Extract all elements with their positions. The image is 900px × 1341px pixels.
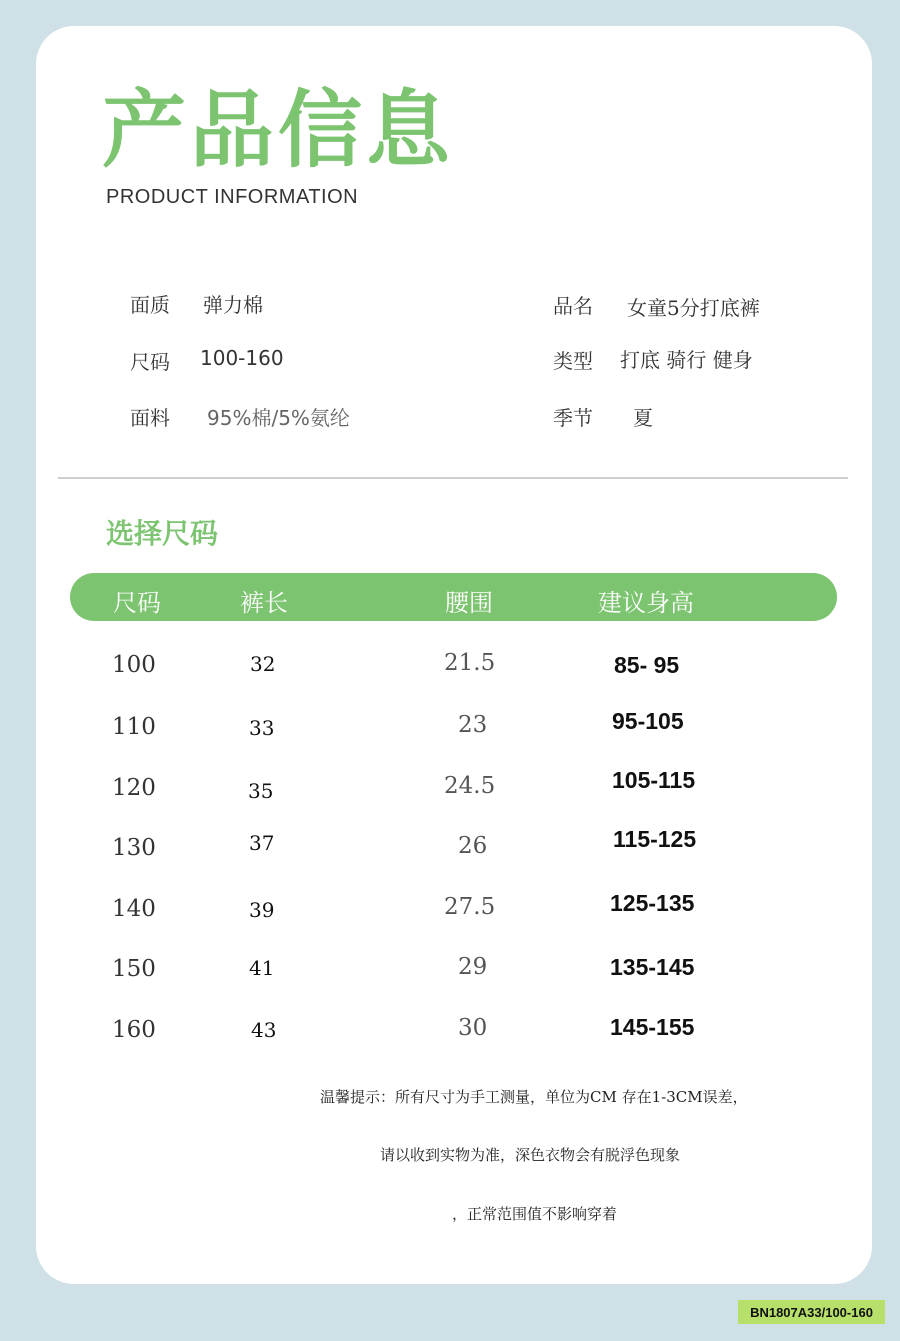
- cell-height: 115-125: [613, 826, 697, 852]
- header-suggested-height: 建议身高: [598, 589, 694, 617]
- size-value: 100-160: [200, 346, 284, 370]
- season-value: 夏: [633, 406, 653, 430]
- cell-length: 39: [249, 898, 275, 922]
- cell-height: 85- 95: [614, 652, 680, 678]
- cell-size: 110: [112, 714, 156, 740]
- cell-waist: 26: [458, 833, 488, 859]
- cell-size: 120: [112, 775, 156, 801]
- type-label: 类型: [553, 349, 593, 373]
- cell-length: 37: [249, 831, 275, 855]
- type-value: 打底 骑行 健身: [620, 348, 753, 372]
- header-waist: 腰围: [445, 589, 493, 617]
- section-divider: [58, 477, 848, 479]
- fabric-quality-value: 弹力棉: [203, 293, 263, 317]
- page-subtitle: PRODUCT INFORMATION: [106, 186, 359, 208]
- header-pants-length: 裤长: [240, 589, 288, 617]
- cell-length: 41: [249, 956, 275, 980]
- cell-waist: 30: [458, 1015, 488, 1041]
- product-code-badge: BN1807A33/100-160: [738, 1300, 885, 1324]
- cell-length: 43: [251, 1018, 277, 1042]
- cell-length: 33: [249, 716, 275, 740]
- page-title: 产品信息: [102, 81, 455, 179]
- cell-size: 140: [112, 896, 156, 922]
- fabric-quality-label: 面质: [130, 293, 170, 317]
- cell-size: 100: [112, 652, 156, 678]
- material-label: 面料: [130, 406, 170, 430]
- season-label: 季节: [553, 406, 593, 430]
- size-section-title: 选择尺码: [106, 517, 219, 550]
- material-value: 95%棉/5%氨纶: [207, 406, 350, 430]
- cell-length: 32: [250, 652, 276, 676]
- cell-size: 130: [112, 835, 156, 861]
- cell-size: 150: [112, 956, 156, 982]
- product-name-value: 女童5分打底裤: [627, 296, 760, 320]
- cell-waist: 24.5: [444, 773, 496, 799]
- cell-height: 105-115: [612, 767, 696, 793]
- note-line-3: ，正常范围值不影响穿着: [452, 1205, 618, 1223]
- size-label: 尺码: [130, 350, 170, 374]
- note-line-1: 温馨提示：所有尺寸为手工测量，单位为CM 存在1-3CM误差，: [320, 1088, 748, 1106]
- cell-length: 35: [248, 779, 274, 803]
- cell-height: 135-145: [610, 954, 695, 980]
- cell-height: 125-135: [610, 890, 695, 916]
- note-line-2: 请以收到实物为准，深色衣物会有脱浮色现象: [380, 1146, 681, 1164]
- cell-waist: 23: [458, 712, 488, 738]
- cell-size: 160: [112, 1017, 156, 1043]
- cell-waist: 29: [458, 954, 488, 980]
- cell-waist: 27.5: [444, 894, 496, 920]
- header-size: 尺码: [113, 589, 161, 617]
- cell-height: 145-155: [610, 1014, 695, 1040]
- size-table-header: [70, 573, 837, 621]
- cell-waist: 21.5: [444, 650, 496, 676]
- product-name-label: 品名: [553, 294, 593, 318]
- cell-height: 95-105: [612, 708, 684, 734]
